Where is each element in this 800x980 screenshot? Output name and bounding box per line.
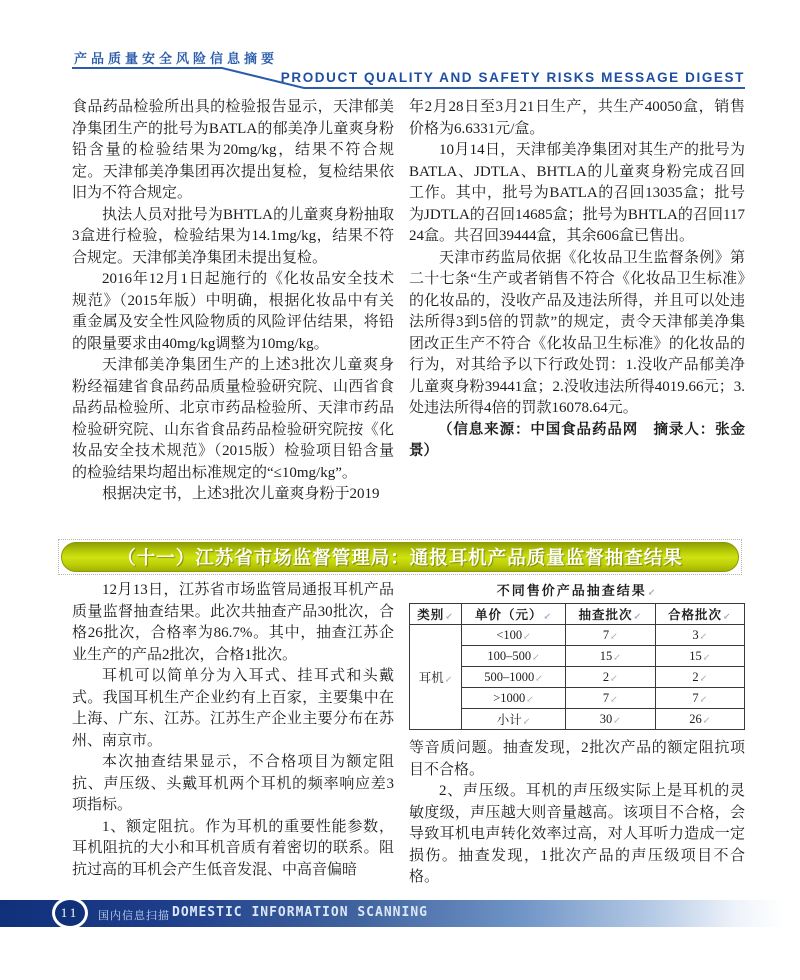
price-table-title-text: 不同售价产品抽查结果 [496, 583, 647, 598]
footer-label-cn: 国内信息扫描 [98, 910, 170, 922]
qualified-batches-cell: 3↙ [655, 625, 745, 646]
page-number: 11 [60, 905, 80, 920]
article2-right-text [409, 738, 745, 889]
paragraph: 10月14日，天津郁美净集团对其生产的批号为BATLA、JDTLA、BHTLA的儿童爽身粉完成召回工作。其中，批号为BATLA的召回13035盒；批号为JDTLA的召回14685盒；批号为BHTLA的召回11724盒。共召回39444盒，其余606盒已售出。 [409, 142, 745, 244]
article2-right-column [409, 580, 745, 889]
article2-left-column [72, 580, 394, 889]
header-title-cn: 产品质量安全风险信息摘要 [74, 51, 279, 66]
paragraph: 食品药品检验所出具的检验报告显示，天津郁美净集团生产的批号为BATLA的郁美净儿童爽身粉铅含量的检验结果为20mg/kg，结果不符合规定。天津郁美净集团再次提出复检，复检结果依旧为不符合规定。 [72, 99, 394, 201]
footer-bar [0, 900, 800, 927]
price-table-body [410, 625, 745, 730]
sampled-batches-cell: 30↙ [566, 709, 656, 730]
return-mark: ↙ [633, 611, 643, 621]
paragraph: 1、额定阻抗。作为耳机的重要性能参数，耳机阻抗的大小和耳机音质有着密切的联系。阻抗过高的耳机会产生低音发混、中高音偏暗 [72, 818, 394, 878]
return-mark: ↙ [699, 672, 708, 683]
paragraph: 本次抽查结果显示，不合格项目为额定阻抗、声压级、头戴耳机两个耳机的频率响应差3项指标。 [72, 754, 394, 813]
article1-left-column [72, 97, 394, 506]
section-banner [58, 539, 742, 575]
return-mark: ↙ [532, 651, 540, 662]
sampled-batches-cell: 15↙ [566, 646, 656, 667]
return-mark: ↙ [702, 714, 711, 725]
paragraph: 12月13日，江苏省市场监管局通报耳机产品质量监督抽查结果。此次共抽查产品30批次，合格26批次，合格率为86.7%。其中，抽查江苏企业生产的产品2批次，合格1批次。 [72, 582, 394, 663]
qualified-batches-cell: 7↙ [655, 688, 745, 709]
paragraph: 耳机可以简单分为入耳式、挂耳式和头戴式。我国耳机生产企业约有上百家，主要集中在上海、广东、江苏。江苏生产企业主要分布在苏州、南京市。 [72, 668, 394, 749]
price-cell: 500–1000↙ [462, 667, 566, 688]
header-title-en: PRODUCT QUALITY AND SAFETY RISKS MESSAGE DIGEST [280, 70, 745, 85]
return-mark: ↙ [722, 611, 732, 621]
return-mark: ↙ [613, 714, 621, 725]
paragraph: 根据决定书，上述3批次儿童爽身粉于2019 [102, 486, 380, 502]
return-mark: ↙ [613, 651, 621, 662]
return-mark: ↙ [647, 587, 658, 597]
return-mark: ↙ [526, 693, 534, 704]
return-mark: ↙ [610, 630, 618, 641]
return-mark: ↙ [535, 672, 543, 683]
price-table-title [409, 580, 745, 599]
article1 [72, 97, 745, 506]
return-mark: ↙ [699, 630, 708, 641]
return-mark: ↙ [699, 693, 708, 704]
paragraph: 2、声压级。耳机的声压级实际上是耳机的灵敏度级，声压越大则音量越高。该项目不合格，会导致耳机电声转化效率过高，对人耳听力造成一定损伤。抽查发现，1批次产品的声压级项目不合格。 [409, 783, 745, 885]
paragraph: 等音质问题。抽查发现，2批次产品的额定阻抗项目不合格。 [409, 740, 745, 778]
return-mark: ↙ [444, 674, 453, 684]
table-row [410, 625, 745, 646]
return-mark: ↙ [702, 651, 711, 662]
return-mark: ↙ [610, 693, 618, 704]
price-cell: 100–500↙ [462, 646, 566, 667]
sampled-batches-cell: 7↙ [566, 688, 656, 709]
price-cell: 小计↙ [462, 709, 566, 730]
page-header [72, 48, 745, 92]
table-header-cell: 类别↙ [410, 604, 462, 625]
footer-label-en: DOMESTIC INFORMATION SCANNING [172, 905, 428, 920]
price-table [409, 603, 745, 730]
paragraph: 天津郁美净集团生产的上述3批次儿童爽身粉经福建省食品药品质量检验研究院、山西省食品药品检验所、北京市药品检验所、天津市药品检验研究院、山东省食品药品检验研究院按《化妆品安全技术规范》（2015版）检验项目铅含量的检验结果均超出标准规定的“≤10mg/kg”。 [72, 357, 394, 481]
table-header-cell: 单价（元）↙ [462, 604, 566, 625]
category-cell: 耳机↙ [410, 625, 462, 730]
return-mark: ↙ [522, 716, 531, 726]
price-cell: <100↙ [462, 625, 566, 646]
table-header-cell: 合格批次↙ [655, 604, 745, 625]
price-table-header-row [410, 604, 745, 625]
return-mark: ↙ [543, 611, 553, 621]
return-mark: ↙ [610, 672, 618, 683]
paragraph: 2016年12月1日起施行的《化妆品安全技术规范》（2015年版）中明确，根据化妆品中有关重金属及安全性风险物质的风险评估结果，将铅的限量要求由40mg/kg调整为10mg/kg。 [72, 271, 394, 352]
section-banner-title: （十一）江苏省市场监督管理局：通报耳机产品质量监督抽查结果 [117, 547, 683, 568]
paragraph: 天津市药监局依据《化妆品卫生监督条例》第二十七条“生产或者销售不符合《化妆品卫生标准》的化妆品的，没收产品及违法所得，并且可以处违法所得3到5倍的罚款”的规定，责令天津郁美净集团改正生产不符合《化妆品卫生标准》的化妆品的行为，对其给予以下行政处罚：1.没收产品郁美净儿童爽身粉39441盒；2.没收违法所得4019.66元；3.处违法所得4倍的罚款16078.64元。 [409, 249, 745, 416]
paragraph: 年2月28日至3月21日生产，共生产40050盒，销售价格为6.6331元/盒。 [409, 99, 745, 137]
article1-right-column [409, 97, 745, 506]
price-table-block [409, 580, 745, 730]
return-mark: ↙ [523, 630, 531, 641]
paragraph: （信息来源：中国食品药品网 摘录人：张金景） [409, 421, 745, 459]
return-mark: ↙ [445, 611, 454, 621]
sampled-batches-cell: 7↙ [566, 625, 656, 646]
paragraph: 执法人员对批号为BHTLA的儿童爽身粉抽取3盒进行检验，检验结果为14.1mg/kg，结果不符合规定。天津郁美净集团未提出复检。 [72, 206, 394, 266]
section-banner-pill [61, 542, 739, 572]
article2 [72, 580, 745, 889]
sampled-batches-cell: 2↙ [566, 667, 656, 688]
page-number-badge [52, 897, 88, 929]
table-header-cell: 抽查批次↙ [566, 604, 656, 625]
qualified-batches-cell: 2↙ [655, 667, 745, 688]
price-cell: >1000↙ [462, 688, 566, 709]
qualified-batches-cell: 26↙ [655, 709, 745, 730]
qualified-batches-cell: 15↙ [655, 646, 745, 667]
